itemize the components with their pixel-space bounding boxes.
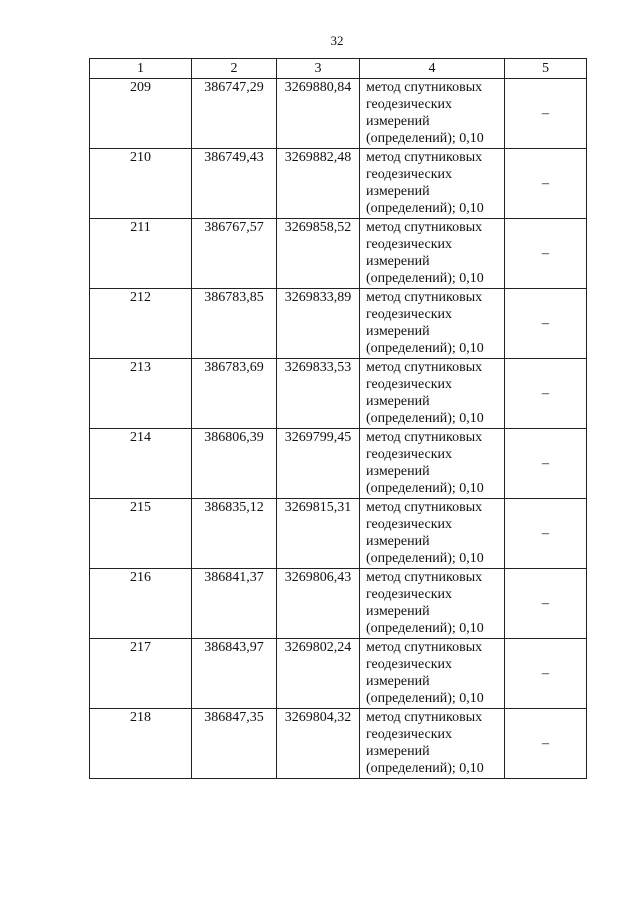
method-line: измерений xyxy=(366,534,430,549)
method-line: метод спутниковых xyxy=(366,570,483,585)
method-line: геодезических xyxy=(366,377,453,392)
note-cell: – xyxy=(505,79,587,149)
y-coordinate-cell: 3269833,89 xyxy=(277,289,360,359)
coordinates-table xyxy=(89,58,587,779)
method-line: метод спутниковых xyxy=(366,640,483,655)
method-line: (определений); 0,10 xyxy=(366,761,484,776)
header-cell: 2 xyxy=(192,59,277,79)
method-line: метод спутниковых xyxy=(366,360,483,375)
method-line: (определений); 0,10 xyxy=(366,201,484,216)
method-line: (определений); 0,10 xyxy=(366,481,484,496)
method-cell xyxy=(360,429,505,499)
method-cell xyxy=(360,359,505,429)
method-line: измерений xyxy=(366,254,430,269)
table-row xyxy=(90,219,587,289)
table-row xyxy=(90,289,587,359)
method-cell xyxy=(360,709,505,779)
table-row xyxy=(90,709,587,779)
method-line: геодезических xyxy=(366,447,453,462)
x-coordinate-cell: 386841,37 xyxy=(192,569,277,639)
point-number-cell: 214 xyxy=(90,429,192,499)
y-coordinate-cell: 3269802,24 xyxy=(277,639,360,709)
x-coordinate-cell: 386749,43 xyxy=(192,149,277,219)
method-line: (определений); 0,10 xyxy=(366,411,484,426)
table-row xyxy=(90,499,587,569)
point-number-cell: 215 xyxy=(90,499,192,569)
method-line: метод спутниковых xyxy=(366,80,483,95)
method-cell xyxy=(360,569,505,639)
point-number-cell: 212 xyxy=(90,289,192,359)
y-coordinate-cell: 3269804,32 xyxy=(277,709,360,779)
method-line: измерений xyxy=(366,394,430,409)
y-coordinate-cell: 3269880,84 xyxy=(277,79,360,149)
method-line: геодезических xyxy=(366,237,453,252)
method-cell xyxy=(360,639,505,709)
method-line: измерений xyxy=(366,184,430,199)
note-cell: – xyxy=(505,289,587,359)
y-coordinate-cell: 3269806,43 xyxy=(277,569,360,639)
method-line: (определений); 0,10 xyxy=(366,271,484,286)
method-line: геодезических xyxy=(366,587,453,602)
point-number-cell: 218 xyxy=(90,709,192,779)
method-line: метод спутниковых xyxy=(366,430,483,445)
page-number: 32 xyxy=(330,33,344,48)
method-line: измерений xyxy=(366,464,430,479)
method-line: измерений xyxy=(366,604,430,619)
method-line: метод спутниковых xyxy=(366,220,483,235)
method-line: (определений); 0,10 xyxy=(366,131,484,146)
point-number-cell: 211 xyxy=(90,219,192,289)
method-line: (определений); 0,10 xyxy=(366,621,484,636)
note-cell: – xyxy=(505,359,587,429)
header-cell: 1 xyxy=(90,59,192,79)
method-line: измерений xyxy=(366,674,430,689)
note-cell: – xyxy=(505,499,587,569)
x-coordinate-cell: 386806,39 xyxy=(192,429,277,499)
table-header-row xyxy=(90,59,587,79)
y-coordinate-cell: 3269815,31 xyxy=(277,499,360,569)
point-number-cell: 209 xyxy=(90,79,192,149)
method-line: измерений xyxy=(366,114,430,129)
method-line: измерений xyxy=(366,324,430,339)
header-cell: 3 xyxy=(277,59,360,79)
table-row xyxy=(90,569,587,639)
y-coordinate-cell: 3269799,45 xyxy=(277,429,360,499)
note-cell: – xyxy=(505,639,587,709)
y-coordinate-cell: 3269833,53 xyxy=(277,359,360,429)
table-row xyxy=(90,359,587,429)
point-number-cell: 217 xyxy=(90,639,192,709)
header-cell: 4 xyxy=(360,59,505,79)
method-line: геодезических xyxy=(366,517,453,532)
x-coordinate-cell: 386783,69 xyxy=(192,359,277,429)
x-coordinate-cell: 386747,29 xyxy=(192,79,277,149)
method-cell xyxy=(360,289,505,359)
method-line: метод спутниковых xyxy=(366,710,483,725)
method-line: метод спутниковых xyxy=(366,500,483,515)
note-cell: – xyxy=(505,219,587,289)
table-row xyxy=(90,429,587,499)
method-cell xyxy=(360,149,505,219)
x-coordinate-cell: 386835,12 xyxy=(192,499,277,569)
x-coordinate-cell: 386843,97 xyxy=(192,639,277,709)
header-cell: 5 xyxy=(505,59,587,79)
method-line: геодезических xyxy=(366,97,453,112)
method-cell xyxy=(360,79,505,149)
method-cell xyxy=(360,219,505,289)
method-cell xyxy=(360,499,505,569)
method-line: метод спутниковых xyxy=(366,290,483,305)
method-line: метод спутниковых xyxy=(366,150,483,165)
note-cell: – xyxy=(505,149,587,219)
table-row xyxy=(90,79,587,149)
point-number-cell: 216 xyxy=(90,569,192,639)
method-line: (определений); 0,10 xyxy=(366,341,484,356)
note-cell: – xyxy=(505,569,587,639)
method-line: (определений); 0,10 xyxy=(366,691,484,706)
point-number-cell: 213 xyxy=(90,359,192,429)
x-coordinate-cell: 386783,85 xyxy=(192,289,277,359)
method-line: геодезических xyxy=(366,167,453,182)
table-row xyxy=(90,639,587,709)
method-line: геодезических xyxy=(366,657,453,672)
note-cell: – xyxy=(505,429,587,499)
method-line: измерений xyxy=(366,744,430,759)
table-row xyxy=(90,149,587,219)
x-coordinate-cell: 386767,57 xyxy=(192,219,277,289)
note-cell: – xyxy=(505,709,587,779)
method-line: геодезических xyxy=(366,307,453,322)
x-coordinate-cell: 386847,35 xyxy=(192,709,277,779)
y-coordinate-cell: 3269858,52 xyxy=(277,219,360,289)
method-line: геодезических xyxy=(366,727,453,742)
method-line: (определений); 0,10 xyxy=(366,551,484,566)
y-coordinate-cell: 3269882,48 xyxy=(277,149,360,219)
point-number-cell: 210 xyxy=(90,149,192,219)
